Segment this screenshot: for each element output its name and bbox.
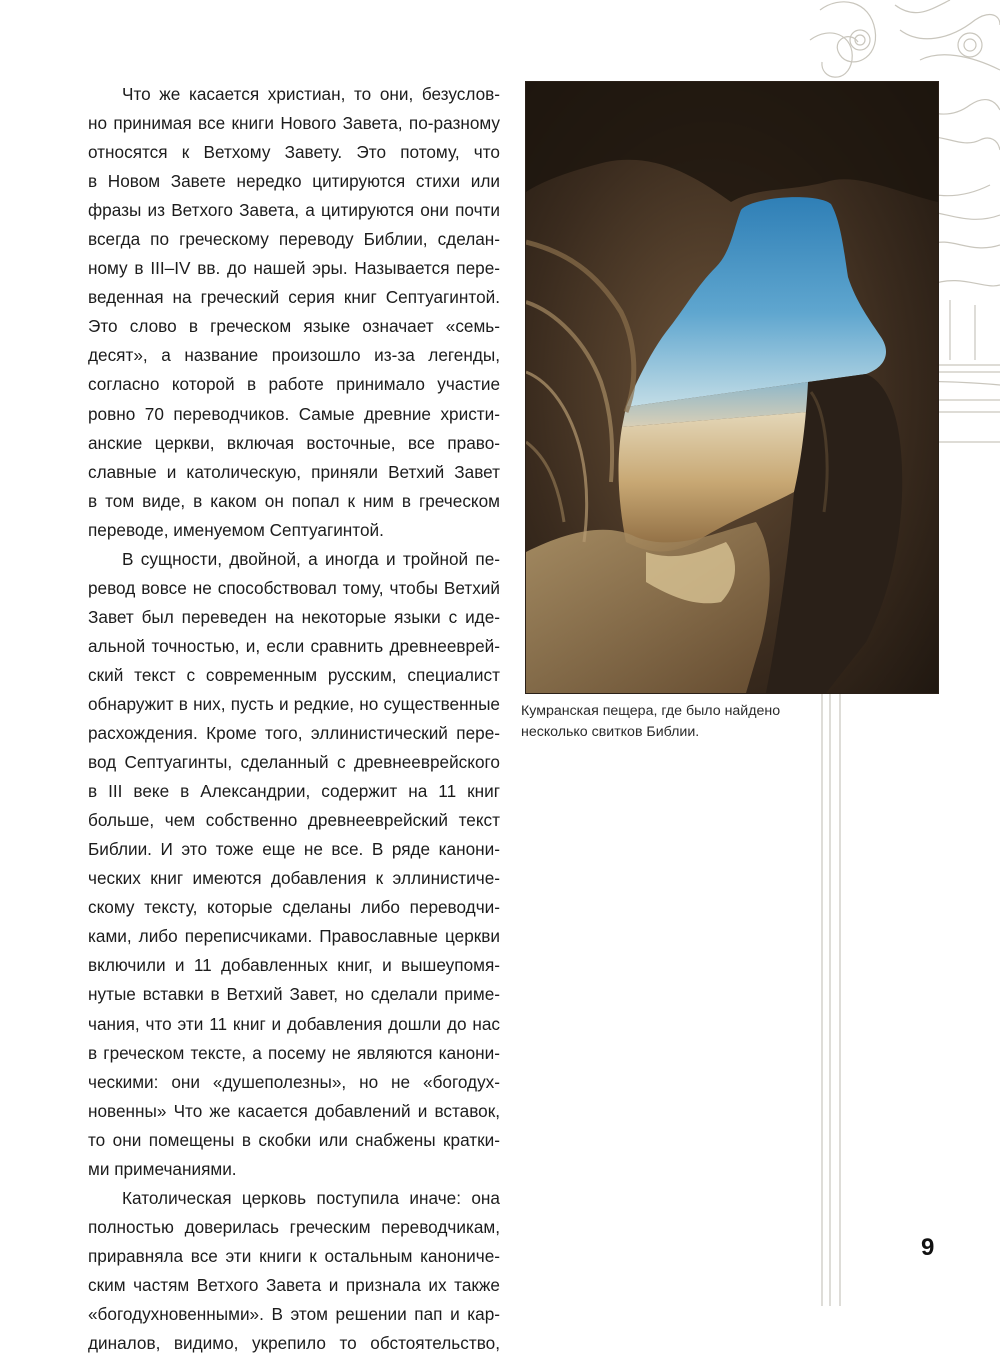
body-text-line: в том виде, в каком он попал к ним в греческом — [88, 490, 500, 511]
body-text-line: расхождения. Кроме того, эллинистический пере- — [88, 723, 500, 744]
body-text-line: ровно 70 переводчиков. Самые древние христи- — [88, 403, 500, 424]
body-text-line: нутые вставки в Ветхий Завет, но сделали приме- — [88, 984, 500, 1005]
body-text-line: переводе, именуемом Септуагинтой. — [88, 519, 384, 540]
body-text-line: чания, что эти 11 книг и добавления дошли до нас — [88, 1013, 500, 1034]
body-text-line: в греческом тексте, а посему не являются канони- — [88, 1042, 500, 1063]
body-text-line: но принимая все книги Нового Завета, по-разному — [88, 113, 500, 134]
page-number: 9 — [921, 1234, 935, 1261]
body-text-line: обнаружит в них, пусть и редкие, но существенные — [88, 693, 500, 714]
body-text-line: вод Септуагинты, сделанный с древнееврейского — [88, 752, 500, 773]
body-text-line: Библии. И это тоже еще не все. В ряде канони- — [88, 839, 500, 860]
body-text-line: в Новом Завете нередко цитируются стихи или — [88, 171, 500, 192]
body-text-line: согласно которой в работе принимало участие — [88, 374, 500, 395]
body-text-line: ческими: они «душеполезны», но не «богодух- — [88, 1071, 500, 1092]
body-text-line: ками, либо переписчиками. Православные церкви — [88, 926, 500, 947]
body-text-line: ному в III–IV вв. до нашей эры. Называется пере- — [88, 258, 500, 279]
body-text-line: альной точностью, и, если сравнить древнееврей- — [88, 635, 500, 656]
photo-caption — [521, 701, 841, 743]
body-text-line: десят», а название произошло из-за легенды, — [88, 345, 500, 366]
body-text-line: Завет был переведен на некоторые языки с иде- — [88, 606, 500, 627]
body-text-line: ревод вовсе не способствовал тому, чтобы Ветхий — [88, 577, 500, 598]
body-text-line: анские церкви, включая восточные, все право- — [88, 432, 500, 453]
body-text-line: ским частям Ветхого Завета и признала их также — [88, 1274, 500, 1295]
body-text-line: Что же касается христиан, то они, безуслов- — [122, 84, 500, 104]
body-text-line: в III веке в Александрии, содержит на 11 книг — [88, 781, 500, 802]
body-text-line: скому тексту, которые сделаны либо переводчи- — [88, 897, 500, 918]
caption-line: несколько свитков Библии. — [521, 724, 700, 740]
body-text-line: то они помещены в скобки или снабжены кратки- — [88, 1129, 500, 1150]
body-text-line: «богодухновенными». В этом решении пап и кар- — [88, 1303, 500, 1324]
body-text-line: фразы из Ветхого Завета, а цитируются они почти — [88, 200, 500, 221]
body-text-line: новенны» Что же касается добавлений и вставок, — [88, 1100, 500, 1121]
caption-line: Кумранская пещера, где было найдено — [521, 703, 781, 719]
body-text-line: полностью доверилась греческим переводчикам, — [88, 1216, 500, 1237]
body-text-line: ский текст с современным русским, специалист — [88, 664, 500, 685]
qumran-cave-photo — [526, 82, 938, 693]
body-text-line: диналов, видимо, укрепило то обстоятельство, — [88, 1333, 500, 1354]
body-text-line: Это слово в греческом языке означает «семь- — [88, 316, 500, 337]
body-text-line: включили и 11 добавленных книг, и вышеупомя- — [88, 955, 500, 976]
body-text-line: ми примечаниями. — [88, 1158, 237, 1179]
body-text-line: веденная на греческий серия книг Септуагинтой. — [88, 287, 500, 308]
body-text-line: относятся к Ветхому Завету. Это потому, что — [88, 142, 500, 163]
body-text-line: приравняла все эти книги к остальным канониче- — [88, 1245, 500, 1266]
body-text-line: всегда по греческому переводу Библии, сделан- — [88, 229, 500, 250]
body-text-line: В сущности, двойной, а иногда и тройной пе- — [122, 548, 500, 569]
body-text-line: Католическая церковь поступила иначе: она — [122, 1187, 500, 1208]
body-text-column — [88, 80, 500, 1358]
body-text-line: ческих книг имеются добавления к эллинистиче- — [88, 868, 500, 889]
body-text-line: славные и католическую, приняли Ветхий Завет — [88, 461, 500, 482]
body-text-line: больше, чем собственно древнееврейский текст — [88, 810, 500, 831]
